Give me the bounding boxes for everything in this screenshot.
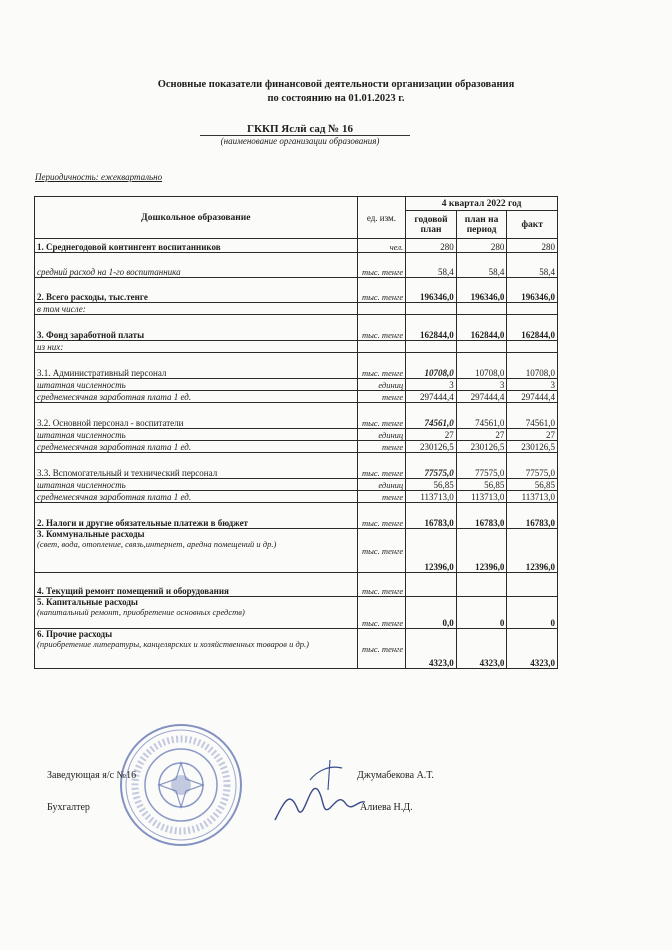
row-plan-period: 280 bbox=[456, 239, 507, 253]
row-plan-period: 58,4 bbox=[456, 253, 507, 278]
row-fact: 27 bbox=[507, 429, 558, 441]
table-row bbox=[35, 403, 558, 429]
row-fact: 162844,0 bbox=[507, 315, 558, 341]
row-plan-year: 3 bbox=[406, 379, 457, 391]
row-name: 3. Фонд заработной платы bbox=[35, 315, 358, 341]
table-row bbox=[35, 573, 558, 597]
table-row bbox=[35, 429, 558, 441]
row-plan-period: 162844,0 bbox=[456, 315, 507, 341]
row-subtitle: (капитальный ремонт, приобретение основных средств) bbox=[37, 607, 245, 617]
row-fact: 0 bbox=[507, 597, 558, 629]
row-plan-year: 280 bbox=[406, 239, 457, 253]
row-title: 5. Капитальные расходы bbox=[37, 597, 138, 607]
row-name: среднемесячная заработная плата 1 ед. bbox=[35, 441, 358, 453]
row-plan-year: 56,85 bbox=[406, 479, 457, 491]
row-plan-year: 27 bbox=[406, 429, 457, 441]
row-plan-year: 297444,4 bbox=[406, 391, 457, 403]
row-plan-period: 56,85 bbox=[456, 479, 507, 491]
row-name: штатная численность bbox=[35, 379, 358, 391]
table-row bbox=[35, 315, 558, 341]
table-row bbox=[35, 529, 558, 573]
row-fact: 16783,0 bbox=[507, 503, 558, 529]
periodicity: Периодичность: ежеквартально bbox=[35, 172, 163, 182]
table-row bbox=[35, 453, 558, 479]
table-row bbox=[35, 239, 558, 253]
table-row bbox=[35, 391, 558, 403]
row-unit: тыс. тенге bbox=[357, 573, 406, 597]
row-plan-period: 27 bbox=[456, 429, 507, 441]
header-plan-year: годовой план bbox=[406, 211, 457, 239]
row-name bbox=[35, 629, 358, 669]
row-unit: тыс. тенге bbox=[357, 503, 406, 529]
row-unit: тенге bbox=[357, 391, 406, 403]
row-fact: 12396,0 bbox=[507, 529, 558, 573]
row-name bbox=[35, 597, 358, 629]
row-name: 2. Всего расходы, тыс.тенге bbox=[35, 278, 358, 303]
row-subtitle: (свет, вода, отопление, связь,интернет, аредна помещений и др.) bbox=[37, 539, 277, 549]
organization-note: (наименование организации образования) bbox=[220, 136, 380, 146]
row-name: 3.2. Основной персонал - воспитатели bbox=[35, 403, 358, 429]
row-unit: тыс. тенге bbox=[357, 597, 406, 629]
row-fact: 230126,5 bbox=[507, 441, 558, 453]
row-subtitle: (приобретение литературы, канцелярских и хозяйственных товаров и др.) bbox=[37, 639, 309, 649]
row-plan-year: 0,0 bbox=[406, 597, 457, 629]
row-unit: тыс. тенге bbox=[357, 253, 406, 278]
head-name: Джумабекова А.Т. bbox=[357, 770, 434, 781]
row-fact: 196346,0 bbox=[507, 278, 558, 303]
row-name: 4. Текущий ремонт помещений и оборудования bbox=[35, 573, 358, 597]
header-fact: факт bbox=[507, 211, 558, 239]
row-plan-period: 12396,0 bbox=[456, 529, 507, 573]
table-row bbox=[35, 503, 558, 529]
row-plan-period: 4323,0 bbox=[456, 629, 507, 669]
row-plan-period: 297444,4 bbox=[456, 391, 507, 403]
table-row bbox=[35, 441, 558, 453]
row-unit: тыс. тенге bbox=[357, 629, 406, 669]
table-row bbox=[35, 353, 558, 379]
row-fact: 4323,0 bbox=[507, 629, 558, 669]
row-plan-year: 10708,0 bbox=[406, 353, 457, 379]
report-date: по состоянию на 01.01.2023 г. bbox=[267, 93, 405, 104]
accountant-role: Бухгалтер bbox=[47, 802, 90, 813]
table-row bbox=[35, 629, 558, 669]
row-plan-year: 12396,0 bbox=[406, 529, 457, 573]
row-plan-year: 230126,5 bbox=[406, 441, 457, 453]
row-plan-year: 74561,0 bbox=[406, 403, 457, 429]
row-plan-year: 162844,0 bbox=[406, 315, 457, 341]
row-name: штатная численность bbox=[35, 429, 358, 441]
row-fact: 297444,4 bbox=[507, 391, 558, 403]
row-plan-period: 3 bbox=[456, 379, 507, 391]
table-row bbox=[35, 491, 558, 503]
table-row bbox=[35, 479, 558, 491]
row-name: среднемесячная заработная плата 1 ед. bbox=[35, 391, 358, 403]
row-unit: тыс. тенге bbox=[357, 315, 406, 341]
row-plan-year: 196346,0 bbox=[406, 278, 457, 303]
row-name: 1. Среднегодовой контингент воспитанников bbox=[35, 239, 358, 253]
row-fact: 74561,0 bbox=[507, 403, 558, 429]
row-name: штатная численность bbox=[35, 479, 358, 491]
header-period: 4 квартал 2022 год bbox=[406, 197, 558, 211]
row-plan-year bbox=[406, 573, 457, 597]
row-name: в том числе: bbox=[35, 303, 358, 315]
row-plan-year: 77575,0 bbox=[406, 453, 457, 479]
row-plan-period bbox=[456, 573, 507, 597]
table-row bbox=[35, 303, 558, 315]
row-unit: чел. bbox=[357, 239, 406, 253]
row-plan-period: 77575,0 bbox=[456, 453, 507, 479]
row-unit: единиц bbox=[357, 429, 406, 441]
header-plan-period: план на период bbox=[456, 211, 507, 239]
row-plan-period: 113713,0 bbox=[456, 491, 507, 503]
table-row bbox=[35, 253, 558, 278]
row-plan-year: 113713,0 bbox=[406, 491, 457, 503]
row-fact: 56,85 bbox=[507, 479, 558, 491]
row-fact: 58,4 bbox=[507, 253, 558, 278]
row-plan-year: 4323,0 bbox=[406, 629, 457, 669]
row-unit: тенге bbox=[357, 491, 406, 503]
table-row bbox=[35, 278, 558, 303]
row-name: из них: bbox=[35, 341, 358, 353]
row-name: 3.1. Административный персонал bbox=[35, 353, 358, 379]
row-name: 2. Налоги и другие обязательные платежи в бюджет bbox=[35, 503, 358, 529]
table-row bbox=[35, 379, 558, 391]
row-plan-year: 16783,0 bbox=[406, 503, 457, 529]
row-unit: тыс. тенге bbox=[357, 529, 406, 573]
row-plan-period: 10708,0 bbox=[456, 353, 507, 379]
row-fact: 77575,0 bbox=[507, 453, 558, 479]
row-plan-period: 16783,0 bbox=[456, 503, 507, 529]
row-name bbox=[35, 529, 358, 573]
row-name: средний расход на 1-го воспитанника bbox=[35, 253, 358, 278]
row-title: 3. Коммунальные расходы bbox=[37, 529, 145, 539]
row-unit: тенге bbox=[357, 441, 406, 453]
organization-name: ГККП Яслй сад № 16 bbox=[247, 123, 353, 135]
row-fact: 280 bbox=[507, 239, 558, 253]
row-unit: тыс. тенге bbox=[357, 353, 406, 379]
official-seal-icon bbox=[118, 722, 244, 848]
row-fact: 10708,0 bbox=[507, 353, 558, 379]
row-unit: единиц bbox=[357, 379, 406, 391]
row-plan-year: 58,4 bbox=[406, 253, 457, 278]
row-unit: тыс. тенге bbox=[357, 403, 406, 429]
row-name: среднемесячная заработная плата 1 ед. bbox=[35, 491, 358, 503]
header-unit: ед. изм. bbox=[357, 197, 406, 239]
row-plan-period: 0 bbox=[456, 597, 507, 629]
row-title: 6. Прочие расходы bbox=[37, 629, 113, 639]
accountant-name: Алиева Н.Д. bbox=[360, 802, 413, 813]
row-plan-period: 230126,5 bbox=[456, 441, 507, 453]
row-plan-period: 74561,0 bbox=[456, 403, 507, 429]
table-row bbox=[35, 341, 558, 353]
header-section: Дошкольное образование bbox=[35, 197, 358, 239]
row-fact bbox=[507, 573, 558, 597]
row-unit: тыс. тенге bbox=[357, 453, 406, 479]
table-row bbox=[35, 597, 558, 629]
row-plan-period: 196346,0 bbox=[456, 278, 507, 303]
row-fact: 113713,0 bbox=[507, 491, 558, 503]
financial-table bbox=[34, 196, 558, 669]
head-role: Заведующая я/с №16 bbox=[47, 770, 137, 781]
row-unit: единиц bbox=[357, 479, 406, 491]
row-fact: 3 bbox=[507, 379, 558, 391]
row-name: 3.3. Вспомогательный и технический персонал bbox=[35, 453, 358, 479]
row-unit: тыс. тенге bbox=[357, 278, 406, 303]
report-title: Основные показатели финансовой деятельности организации образования bbox=[157, 79, 515, 90]
